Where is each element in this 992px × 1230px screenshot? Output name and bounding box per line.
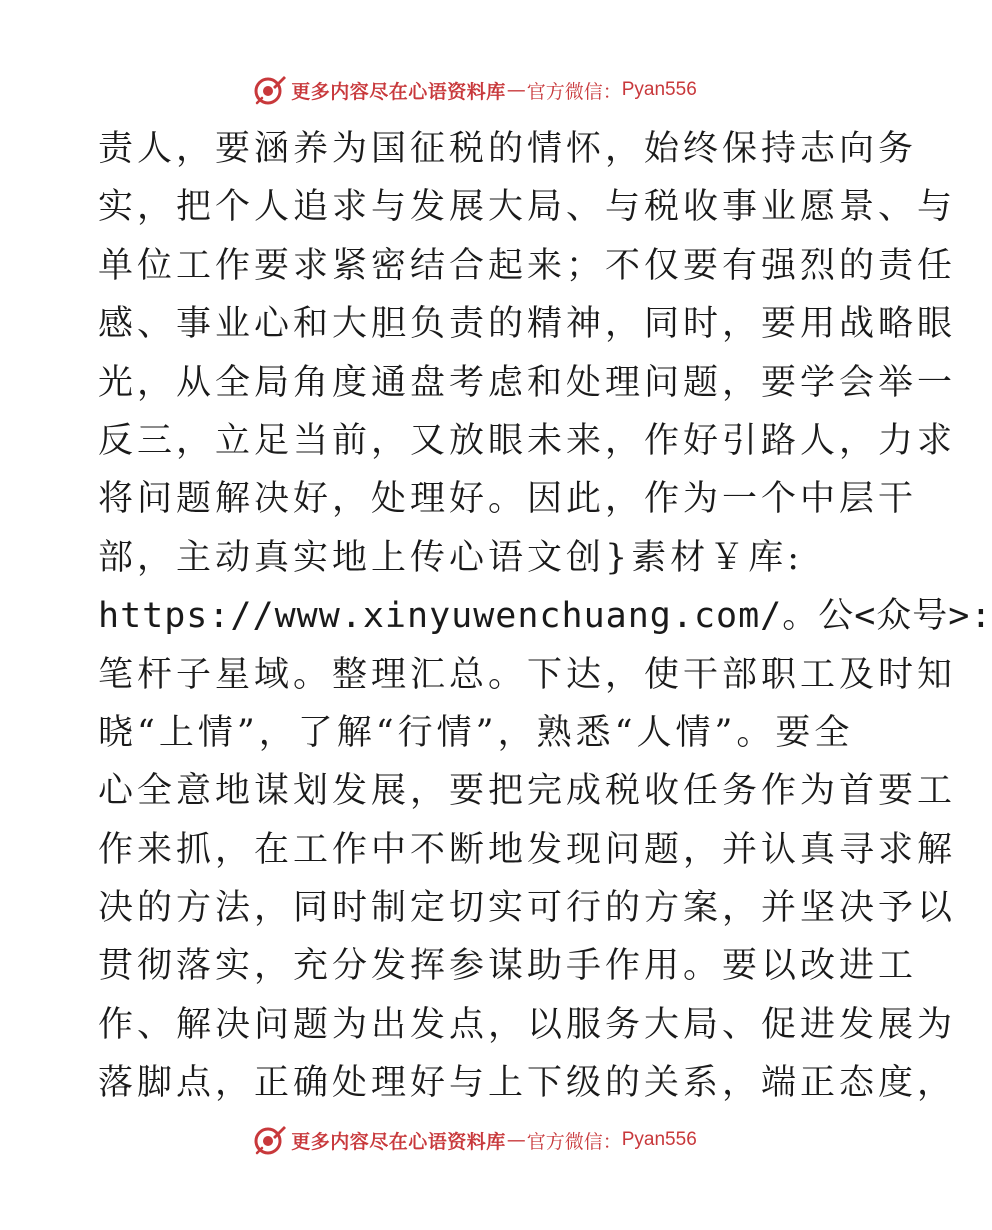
body-line: 部，主动真实地上传心语文创}素材￥库: <box>98 537 804 578</box>
watermark-wechat-label: 官方微信： <box>526 80 622 103</box>
header-watermark <box>0 70 950 110</box>
body-line: 反三，立足当前，又放眼未来，作好引路人，力求 <box>98 420 957 461</box>
body-line: 贯彻落实，充分发挥参谋助手作用。要以改进工 <box>98 946 918 987</box>
body-line: 将问题解决好，处理好。因此，作为一个中层干 <box>98 479 918 520</box>
body-line: 作来抓，在工作中不断地发现问题，并认真寻求解 <box>98 829 957 870</box>
watermark-main-text: 更多内容尽在心语资料库 <box>291 1130 506 1153</box>
pen-logo-icon <box>253 73 287 107</box>
watermark-dash: — <box>506 79 526 101</box>
watermark-wechat-id: Pyan556 <box>621 79 697 100</box>
body-line: 心全意地谋划发展，要把完成税收任务作为首要工 <box>98 771 957 812</box>
watermark-wechat-label: 官方微信： <box>526 1130 622 1153</box>
body-line: 笔杆子星域。整理汇总。下达，使干部职工及时知 <box>98 654 957 695</box>
watermark-main-text: 更多内容尽在心语资料库 <box>291 80 506 103</box>
body-line: 落脚点，正确处理好与上下级的关系，端正态度， <box>98 1063 957 1104</box>
watermark-dash: — <box>506 1129 526 1151</box>
body-line: 作、解决问题为出发点，以服务大局、促进发展为 <box>98 1004 957 1045</box>
footer-watermark <box>0 1120 950 1160</box>
body-line: 单位工作要求紧密结合起来；不仅要有强烈的责任 <box>98 245 957 286</box>
watermark-wechat-id: Pyan556 <box>621 1129 697 1150</box>
body-line: 实，把个人追求与发展大局、与税收事业愿景、与 <box>98 187 957 228</box>
body-line: 责人，要涵养为国征税的情怀，始终保持志向务 <box>98 129 918 169</box>
body-line: 光，从全局角度通盘考虑和处理问题，要学会举一 <box>98 362 957 403</box>
document-body <box>98 120 992 1113</box>
body-line: 感、事业心和大胆负责的精神，同时，要用战略眼 <box>98 304 957 345</box>
pen-logo-icon <box>253 1123 287 1157</box>
body-line-url: https://www.xinyuwenchuang.com/。公<众号>: <box>98 596 992 637</box>
body-line: 决的方法，同时制定切实可行的方案，并坚决予以 <box>98 888 957 929</box>
body-line: 晓“上情”，了解“行情”，熟悉“人情”。要全 <box>98 712 854 753</box>
